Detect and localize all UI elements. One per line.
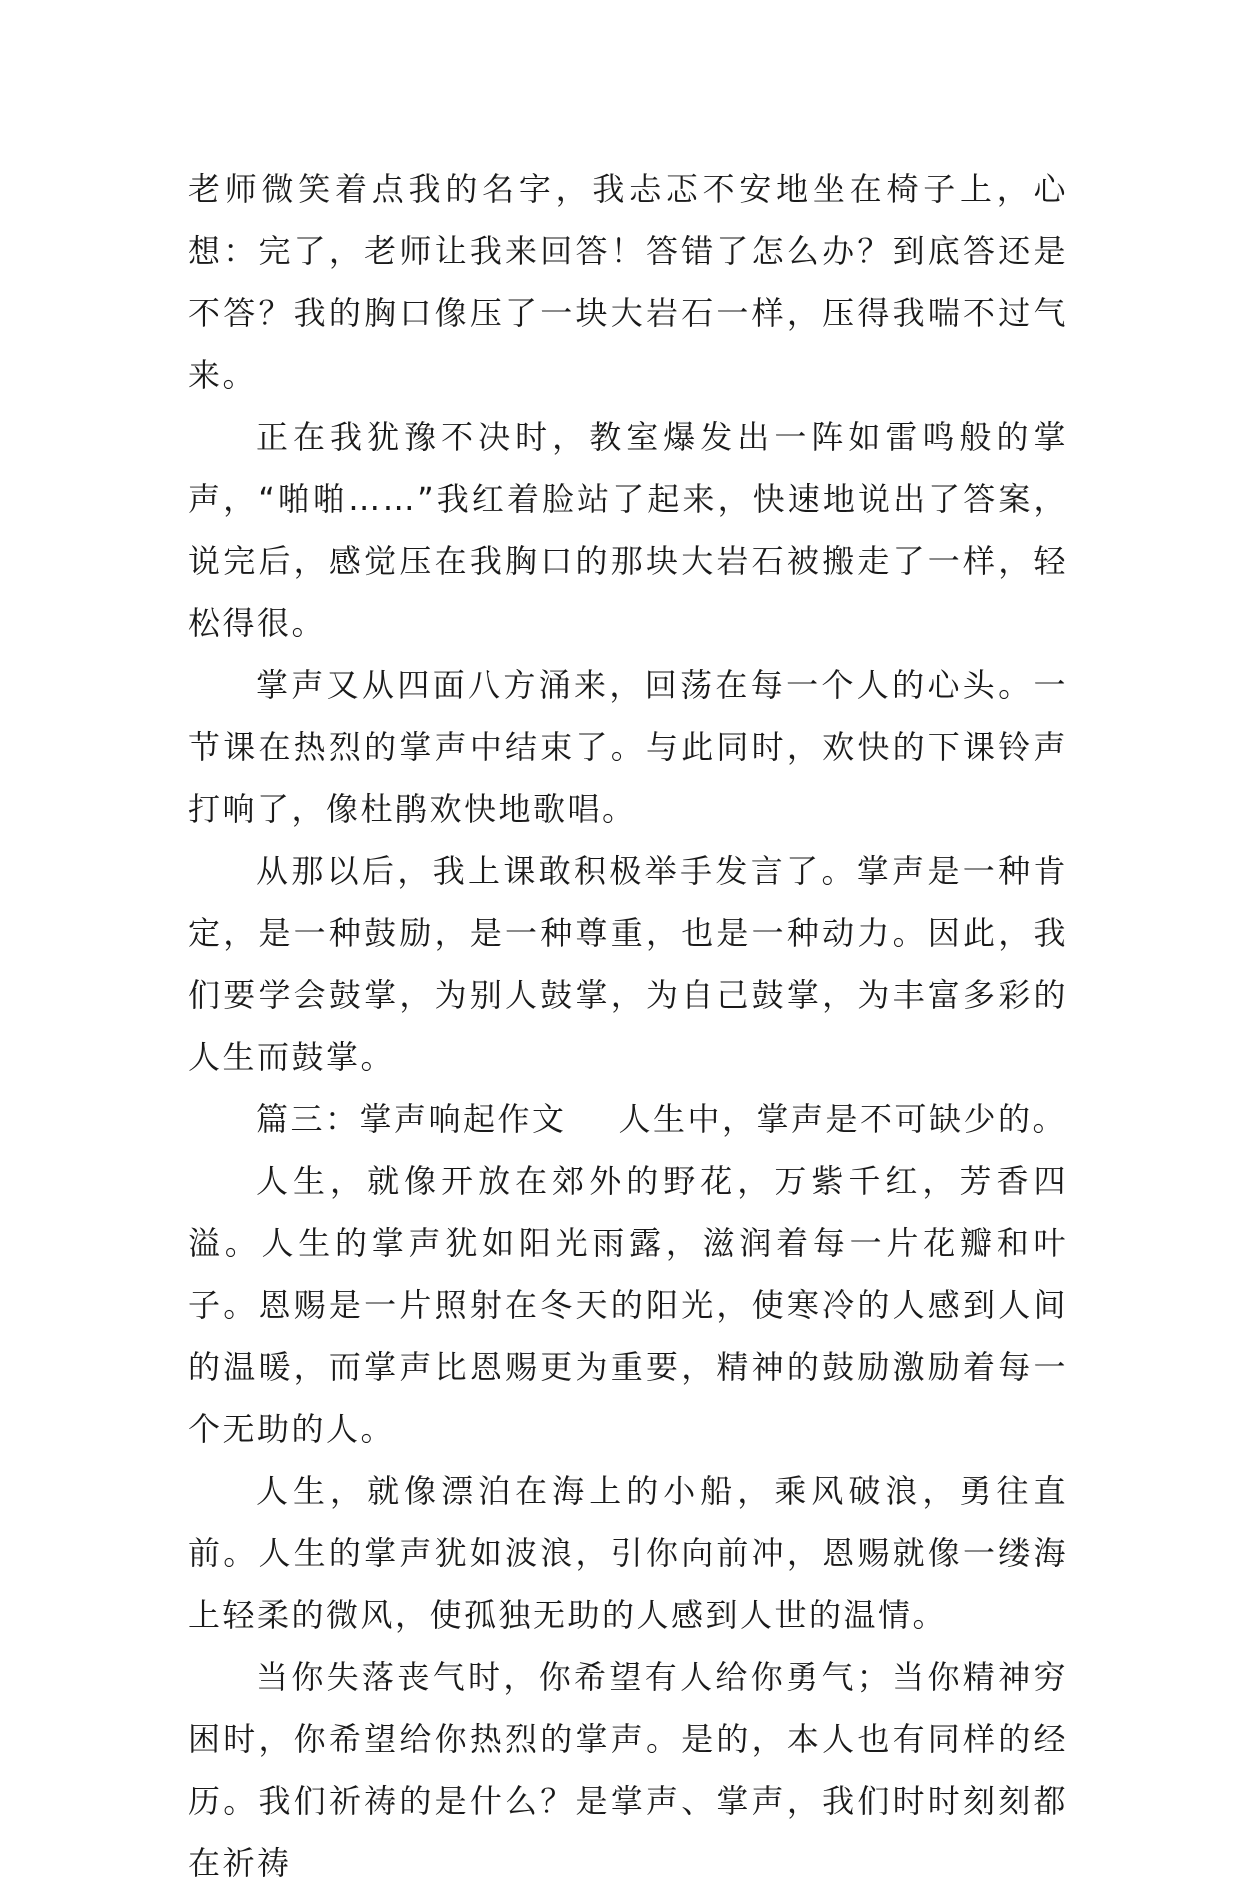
paragraph-3: 掌声又从四面八方涌来，回荡在每一个人的心头。一节课在热烈的掌声中结束了。与此同时，欢快的下课铃声打响了，像杜鹃欢快地歌唱。 [188, 666, 1068, 828]
paragraph-2: 正在我犹豫不决时，教室爆发出一阵如雷鸣般的掌声，“啪啪……”我红着脸站了起来，快速地说出了答案，说完后，感觉压在我胸口的那块大岩石被搬走了一样，轻松得很。 [188, 418, 1068, 642]
paragraph-8: 当你失落丧气时，你希望有人给你勇气；当你精神穷困时，你希望给你热烈的掌声。是的，本人也有同样的经历。我们祈祷的是什么？是掌声、掌声，我们时时刻刻都在祈祷 [188, 1658, 1068, 1882]
paragraph-1: 老师微笑着点我的名字，我忐忑不安地坐在椅子上，心想：完了，老师让我来回答！答错了怎么办？到底答还是不答？我的胸口像压了一块大岩石一样，压得我喘不过气来。 [188, 170, 1068, 394]
paragraph-6: 人生，就像开放在郊外的野花，万紫千红，芳香四溢。人生的掌声犹如阳光雨露，滋润着每一片花瓣和叶子。恩赐是一片照射在冬天的阳光，使寒冷的人感到人间的温暖，而掌声比恩赐更为重要，精神的鼓励激励着每一个无助的人。 [188, 1162, 1068, 1448]
paragraph-5 [188, 1088, 1068, 1150]
paragraph-5-text: 人生中，掌声是不可缺少的。 [618, 1100, 1068, 1138]
paragraph-7: 人生，就像漂泊在海上的小船，乘风破浪，勇往直前。人生的掌声犹如波浪，引你向前冲，恩赐就像一缕海上轻柔的微风，使孤独无助的人感到人世的温情。 [188, 1472, 1068, 1634]
essay-section-heading: 篇三：掌声响起作文 [256, 1100, 567, 1138]
essay-body [188, 158, 1068, 1894]
paragraph-4: 从那以后，我上课敢积极举手发言了。掌声是一种肯定，是一种鼓励，是一种尊重，也是一种动力。因此，我们要学会鼓掌，为别人鼓掌，为自己鼓掌，为丰富多彩的人生而鼓掌。 [188, 852, 1068, 1076]
